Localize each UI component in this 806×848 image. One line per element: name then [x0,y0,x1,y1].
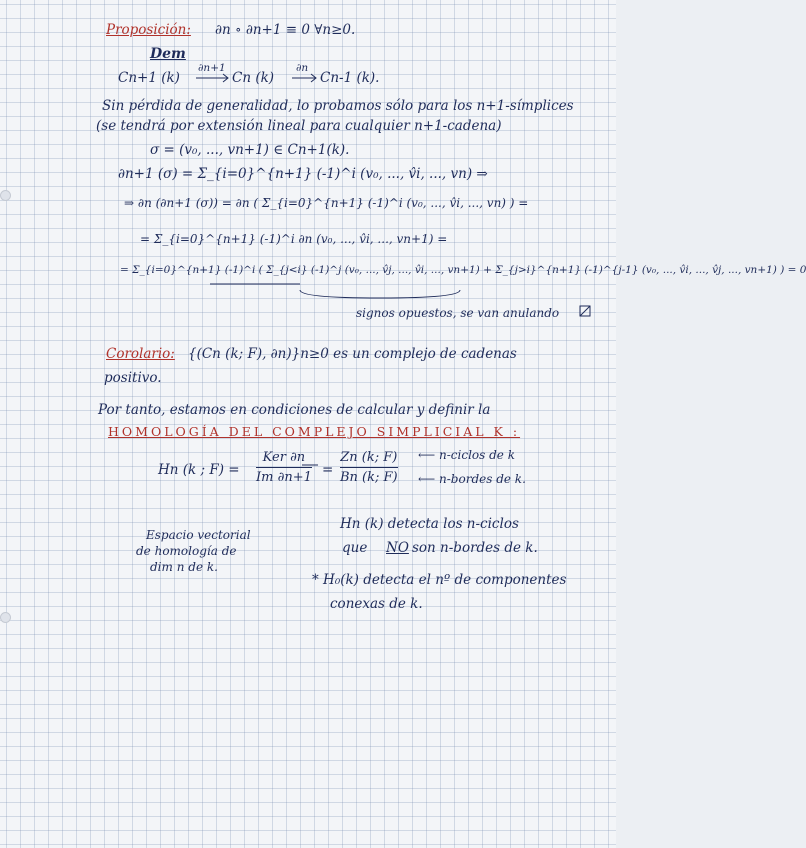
formula-equals: = [322,462,334,478]
fraction-numerator: Ker ∂n [262,450,306,465]
chain-arrow2-label: ∂n [296,62,309,74]
text-line-8: signos opuestos, se van anulando [356,306,560,320]
remark-2-line-2: conexas de k. [330,596,423,612]
remark-1-line-2c: son n-bordes de k. [412,540,538,556]
underbrace [300,290,460,298]
note-boundaries: ⟵ n-bordes de k. [418,472,526,486]
corollary-text: {(Cn (k; F), ∂n)}n≥0 es un complejo de cadenas [188,346,517,362]
text-line-7: = Σ_{i=0}^{n+1} (-1)^i ( Σ_{j<i} (-1)^j (v₀, ..., v̂j, ..., v̂i, ..., vn+1) + Σ_{j>i}^{n+1} (-1)^{j-1} (v₀, ..., v̂i, ..., v̂j, ..., vn+1) ) = 0 [120,264,806,276]
side-note-3: dim n de k. [150,560,218,574]
text-line-3: σ = (v₀, ..., vn+1) ∈ Cn+1(k). [150,142,350,158]
chain-middle: Cn (k) [232,70,275,86]
homology-title: HOMOLOGÍA DEL COMPLEJO SIMPLICIAL K : [108,424,521,439]
chain-domain: Cn+1 (k) [118,70,180,86]
text-line-6: = Σ_{i=0}^{n+1} (-1)^i ∂n (v₀, ..., v̂i, ..., vn+1) = [140,232,448,246]
dem-label: Dem [150,46,186,62]
fraction-denominator: Im ∂n+1 [256,470,312,485]
fraction-numerator: Zn (k; F) [340,450,398,465]
homology-intro: Por tanto, estamos en condiciones de calcular y definir la [98,402,491,418]
qed-box-diagonal [580,306,590,316]
text-line-2: (se tendrá por extensión lineal para cualquier n+1-cadena) [96,118,502,134]
text-line-5: ⇒ ∂n (∂n+1 (σ)) = ∂n ( Σ_{i=0}^{n+1} (-1)^i (v₀, ..., v̂i, ..., vn) ) = [124,196,529,210]
note-cycles: ⟵ n-ciclos de k [418,448,515,462]
corollary-text-2: positivo. [104,370,162,386]
proposition-statement: ∂n ∘ ∂n+1 ≡ 0 ∀n≥0. [215,22,356,38]
chain-arrow1-label: ∂n+1 [198,62,226,74]
remark-1-line-2a: que [342,540,368,556]
text-line-4: ∂n+1 (σ) = Σ_{i=0}^{n+1} (-1)^i (v₀, ..., v̂i, ..., vn) ⇒ [118,166,488,182]
formula-lhs: Hn (k ; F) = [158,462,240,478]
remark-1-line-1: Hn (k) detecta los n-ciclos [340,516,519,532]
corollary-label: Corolario: [106,346,175,362]
remark-1-no: NO [386,540,409,556]
side-note-1: Espacio vectorial [146,528,251,542]
fraction-denominator: Bn (k; F) [340,470,398,485]
side-note-2: de homología de [136,544,237,558]
chain-codomain: Cn-1 (k). [320,70,380,86]
text-line-1: Sin pérdida de generalidad, lo probamos sólo para los n+1-símplices [102,98,574,114]
proposition-label: Proposición: [106,22,191,38]
remark-2-line-1: * H₀(k) detecta el nº de componentes [312,572,567,588]
